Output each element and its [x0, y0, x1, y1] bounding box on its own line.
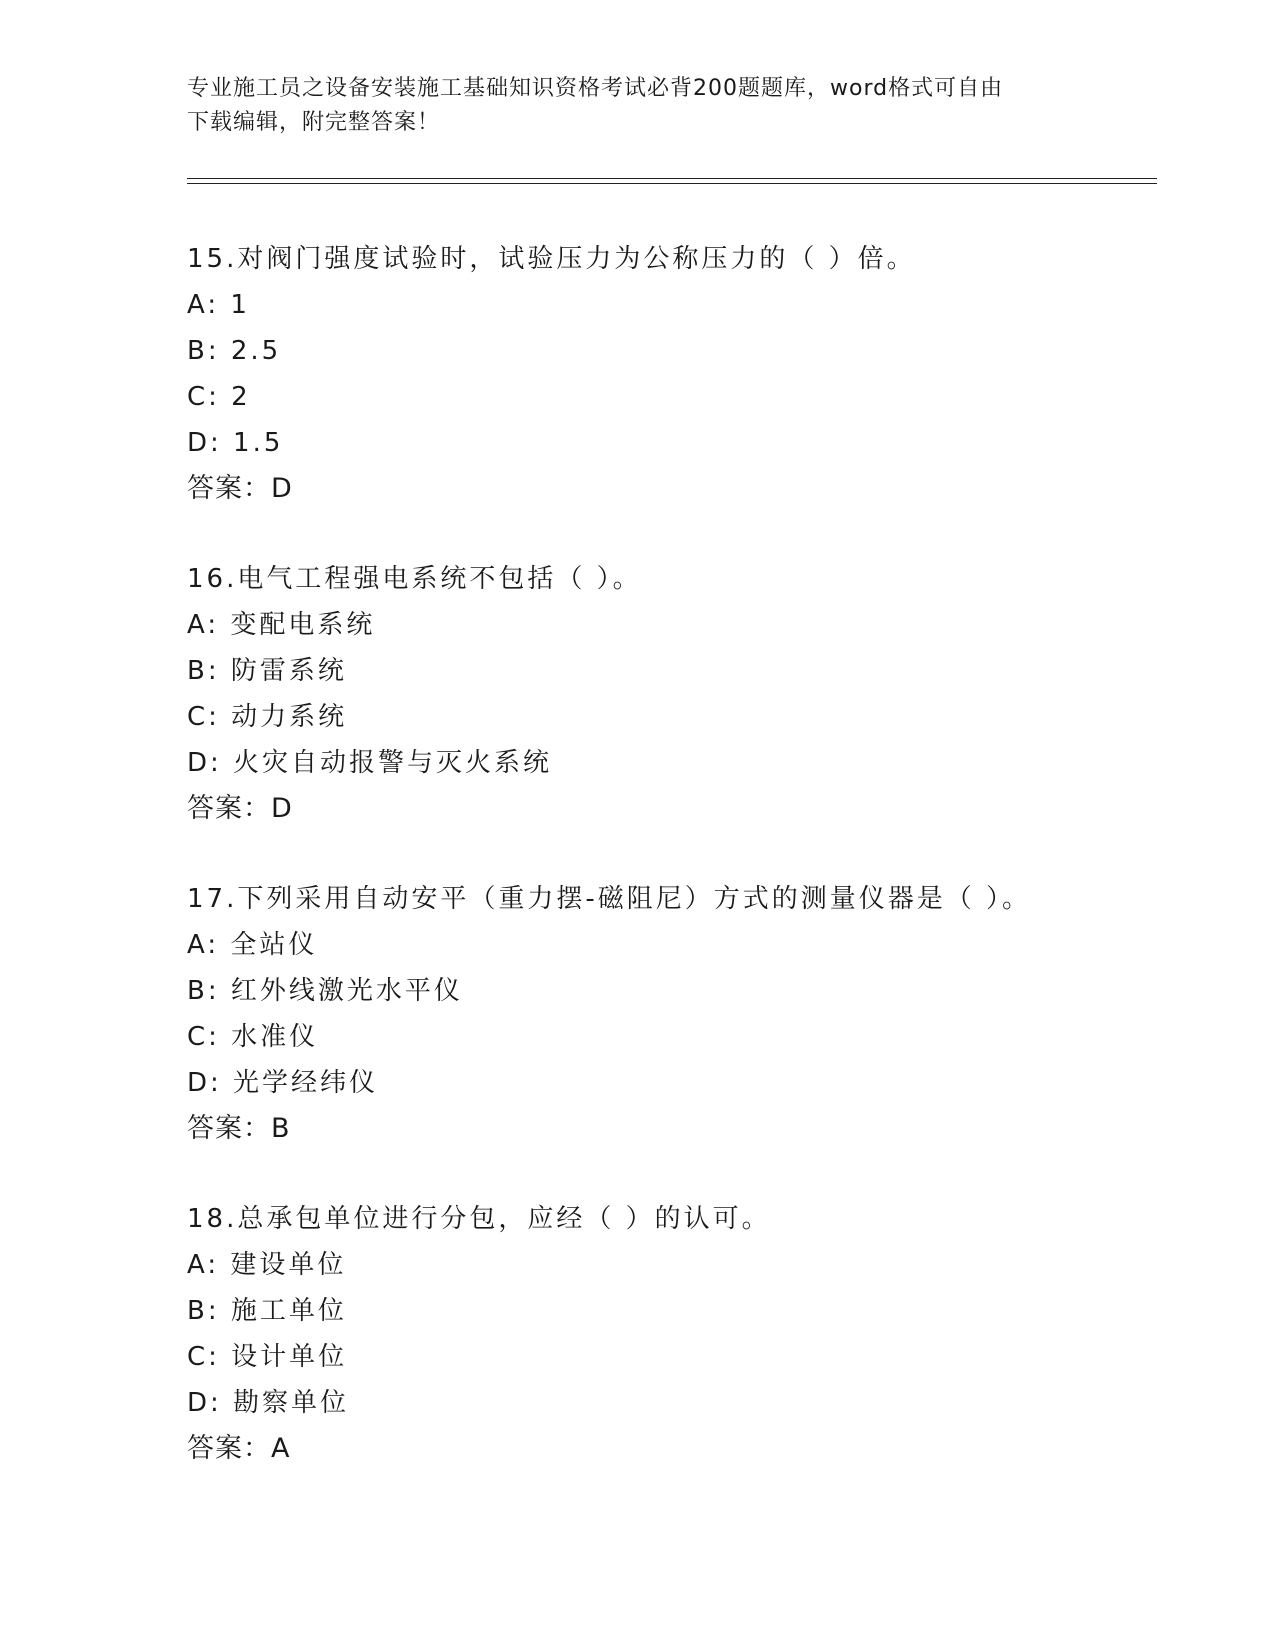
option-a: A: 变配电系统 — [187, 610, 376, 640]
option-b: B: 红外线激光水平仪 — [187, 976, 463, 1006]
question-17 — [187, 876, 1187, 1152]
answer: 答案：B — [187, 1113, 291, 1144]
option-c: C: 设计单位 — [187, 1342, 348, 1372]
option-c: C: 动力系统 — [187, 702, 348, 732]
option-a: A: 1 — [187, 290, 250, 320]
option-c: C: 水准仪 — [187, 1022, 319, 1052]
option-b: B: 施工单位 — [187, 1296, 347, 1326]
option-d: D: 光学经纬仪 — [187, 1068, 379, 1098]
option-c: C: 2 — [187, 382, 251, 412]
header-line-1: 专业施工员之设备安装施工基础知识资格考试必背200题题库，word格式可自由 — [187, 76, 1004, 101]
header-divider-bottom — [187, 183, 1157, 184]
question-15 — [187, 236, 1187, 512]
option-b: B: 防雷系统 — [187, 656, 347, 686]
option-a: A: 全站仪 — [187, 930, 318, 960]
answer: 答案：D — [187, 793, 293, 824]
option-d: D: 勘察单位 — [187, 1388, 350, 1418]
question-stem: 16.电气工程强电系统不包括（ ）。 — [187, 564, 642, 594]
question-18 — [187, 1196, 1187, 1472]
option-d: D: 火灾自动报警与灭火系统 — [187, 748, 553, 778]
document-header — [187, 72, 1087, 140]
question-16 — [187, 556, 1187, 832]
option-b: B: 2.5 — [187, 336, 282, 366]
option-a: A: 建设单位 — [187, 1250, 347, 1280]
question-stem: 18.总承包单位进行分包，应经（ ）的认可。 — [187, 1204, 771, 1234]
header-line-2: 下载编辑，附完整答案！ — [187, 110, 441, 135]
question-stem: 17.下列采用自动安平（重力摆-磁阻尼）方式的测量仪器是（ ）。 — [187, 884, 1031, 914]
option-d: D: 1.5 — [187, 428, 284, 458]
question-stem: 15.对阀门强度试验时，试验压力为公称压力的（ ）倍。 — [187, 244, 916, 274]
answer: 答案：D — [187, 473, 293, 504]
header-divider-top — [187, 178, 1157, 179]
answer: 答案：A — [187, 1433, 291, 1464]
